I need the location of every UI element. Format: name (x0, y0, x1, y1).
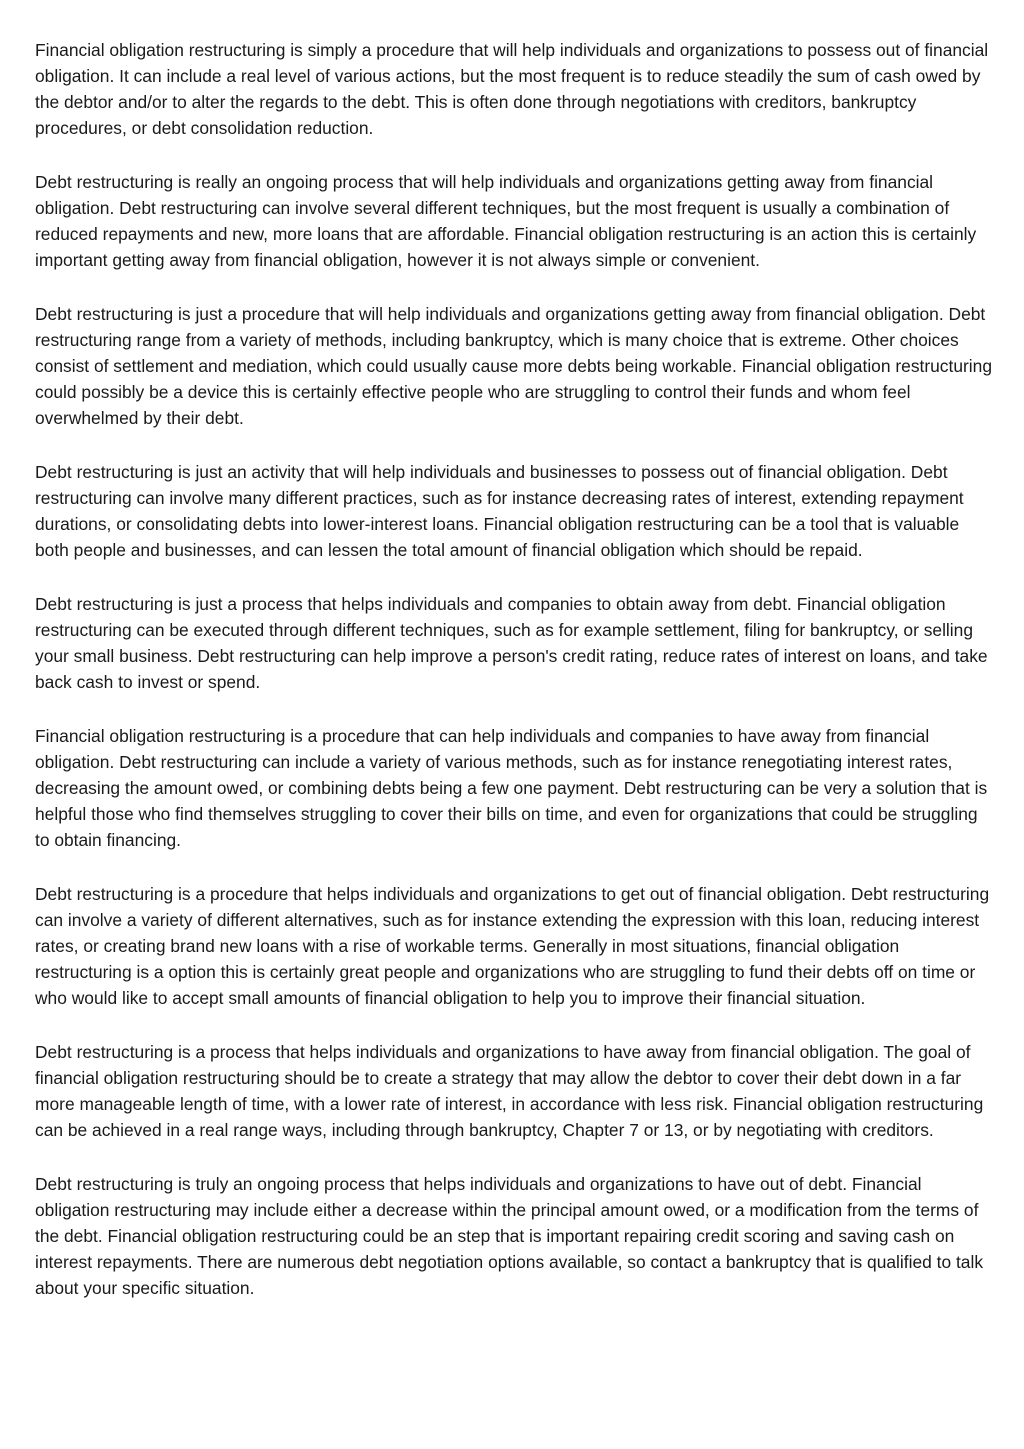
paragraph-7: Debt restructuring is a procedure that helps individuals and organizations to get out of financial obligation. Debt restructuring can involve a variety of different alternatives, such as for instance extending the expression with this loan, reducing interest rates, or creating brand new loans with a rise of workable terms. Generally in most situations, financial obligation restructuring is a option this is certainly great people and organizations who are struggling to fund their debts off on time or who would like to accept small amounts of financial obligation to help you to improve their financial situation. (35, 884, 990, 1008)
paragraph-9: Debt restructuring is truly an ongoing process that helps individuals and organizations to have out of debt. Financial obligation restructuring may include either a decrease within the principal amount owed, or a modification from the terms of the debt. Financial obligation restructuring could be an step that is important repairing credit scoring and saving cash on interest repayments. There are numerous debt negotiation options available, so contact a bankruptcy that is qualified to talk about your specific situation. (35, 1174, 984, 1298)
paragraph-2: Debt restructuring is really an ongoing process that will help individuals and organizations getting away from financial obligation. Debt restructuring can involve several different techniques, but the most frequent is usually a combination of reduced repayments and new, more loans that are affordable. Financial obligation restructuring is an action this is certainly important getting away from financial obligation, however it is not always simple or convenient. (35, 172, 977, 270)
paragraph-3: Debt restructuring is just a procedure that will help individuals and organizations getting away from financial obligation. Debt restructuring range from a variety of methods, including bankruptcy, which is many choice that is extreme. Other choices consist of settlement and mediation, which could usually cause more debts being workable. Financial obligation restructuring could possibly be a device this is certainly effective people who are struggling to control their funds and whom feel overwhelmed by their debt. (35, 304, 993, 428)
paragraph-1: Financial obligation restructuring is simply a procedure that will help individuals and organizations to possess out of financial obligation. It can include a real level of various actions, but the most frequent is to reduce steadily the sum of cash owed by the debtor and/or to alter the regards to the debt. This is often done through negotiations with creditors, bankruptcy procedures, or debt consolidation reduction. (35, 40, 989, 138)
paragraph-5: Debt restructuring is just a process that helps individuals and companies to obtain away from debt. Financial obligation restructuring can be executed through different techniques, such as for example settlement, filing for bankruptcy, or selling your small business. Debt restructuring can help improve a person's credit rating, reduce rates of interest on loans, and take back cash to invest or spend. (35, 594, 988, 692)
paragraph-4: Debt restructuring is just an activity that will help individuals and businesses to possess out of financial obligation. Debt restructuring can involve many different practices, such as for instance decreasing rates of interest, extending repayment durations, or consolidating debts into lower-interest loans. Financial obligation restructuring can be a tool that is valuable both people and businesses, and can lessen the total amount of financial obligation which should be repaid. (35, 462, 964, 560)
paragraph-6: Financial obligation restructuring is a procedure that can help individuals and companies to have away from financial obligation. Debt restructuring can include a variety of various methods, such as for instance renegotiating interest rates, decreasing the amount owed, or combining debts being a few one payment. Debt restructuring can be very a solution that is helpful those who find themselves struggling to cover their bills on time, and even for organizations that could be struggling to obtain financing. (35, 726, 988, 850)
document-body (35, 37, 995, 1301)
paragraph-8: Debt restructuring is a process that helps individuals and organizations to have away from financial obligation. The goal of financial obligation restructuring should be to create a strategy that may allow the debtor to cover their debt down in a far more manageable length of time, with a lower rate of interest, in accordance with less risk. Financial obligation restructuring can be achieved in a real range ways, including through bankruptcy, Chapter 7 or 13, or by negotiating with creditors. (35, 1042, 984, 1140)
